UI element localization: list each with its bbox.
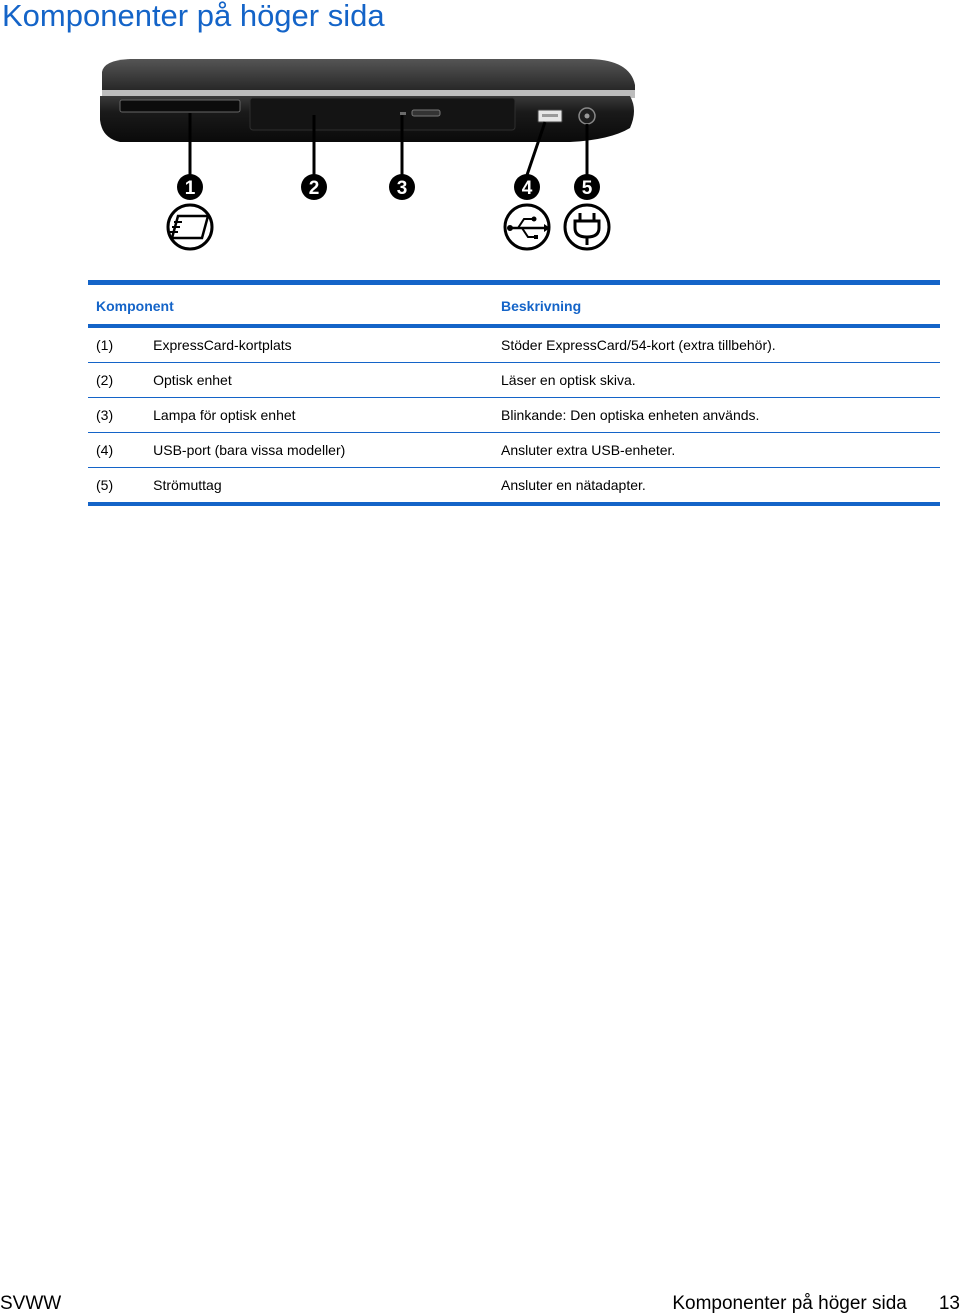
table-row <box>88 326 940 363</box>
footer-section-title: Komponenter på höger sida <box>672 1293 907 1314</box>
callout-2 <box>301 174 327 200</box>
component-name: USB-port (bara vissa modeller) <box>145 433 493 468</box>
page-title: Komponenter på höger sida <box>2 0 385 33</box>
table-row <box>88 433 940 468</box>
optical-drive <box>250 98 515 130</box>
component-name: Optisk enhet <box>145 363 493 398</box>
footer-doc-code: SVWW <box>0 1293 62 1314</box>
svg-text:1: 1 <box>184 178 196 199</box>
power-jack-pin <box>585 114 590 119</box>
column-header-description: Beskrivning <box>493 283 940 327</box>
svg-text:3: 3 <box>396 178 408 199</box>
laptop-right-side-figure <box>90 50 650 265</box>
usb-port-tongue <box>542 114 558 117</box>
callout-3 <box>389 174 415 200</box>
component-name: Strömuttag <box>145 468 493 505</box>
component-name: ExpressCard-kortplats <box>145 326 493 363</box>
component-description: Läser en optisk skiva. <box>493 363 940 398</box>
svg-text:2: 2 <box>308 178 320 199</box>
optical-drive-light <box>400 112 406 115</box>
optical-drive-eject-button <box>412 110 440 116</box>
component-description: Blinkande: Den optiska enheten används. <box>493 398 940 433</box>
table-row <box>88 468 940 505</box>
svg-text:5: 5 <box>581 178 593 199</box>
expresscard-icon <box>168 205 212 249</box>
row-number: (1) <box>88 326 145 363</box>
table-row <box>88 363 940 398</box>
component-description: Stöder ExpressCard/54-kort (extra tillbehör). <box>493 326 940 363</box>
components-table <box>88 280 940 506</box>
laptop-lid <box>102 59 635 94</box>
usb-icon <box>505 205 550 249</box>
component-description: Ansluter extra USB-enheter. <box>493 433 940 468</box>
expresscard-slot <box>120 100 240 112</box>
component-description: Ansluter en nätadapter. <box>493 468 940 505</box>
row-number: (5) <box>88 468 145 505</box>
row-number: (3) <box>88 398 145 433</box>
column-header-component: Komponent <box>88 283 493 327</box>
component-name: Lampa för optisk enhet <box>145 398 493 433</box>
table-row <box>88 398 940 433</box>
row-number: (4) <box>88 433 145 468</box>
footer-right <box>672 1293 960 1315</box>
row-number: (2) <box>88 363 145 398</box>
power-plug-icon <box>565 205 609 249</box>
callout-1 <box>177 174 203 200</box>
table-header-row <box>88 283 940 327</box>
laptop-illustration <box>90 50 650 265</box>
page-number: 13 <box>938 1293 960 1314</box>
callout-4 <box>514 174 540 200</box>
svg-text:4: 4 <box>521 178 533 199</box>
callout-5 <box>574 174 600 200</box>
